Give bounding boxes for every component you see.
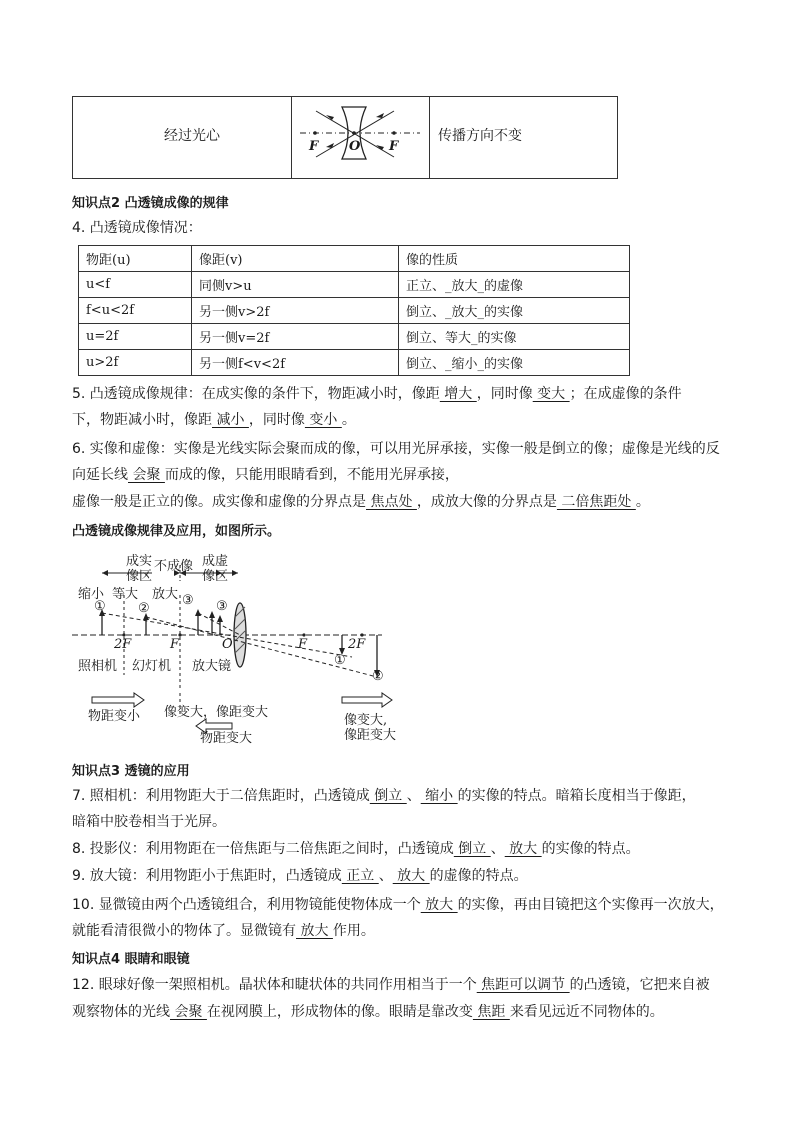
imaging-table (78, 245, 630, 376)
question-7-line-2: 暗箱中胶卷相当于光屏。 (72, 814, 226, 830)
table-cell: u<f (79, 272, 192, 298)
answer-blank: 会聚 (128, 467, 165, 483)
answer-blank: 会聚 (170, 1004, 207, 1020)
optical-center-label: O (222, 637, 233, 652)
answer-blank: 放大 (420, 897, 458, 913)
convex-lens-imaging-diagram (72, 545, 412, 745)
size-label: 等大 (112, 587, 139, 602)
focal-point-left-label: F (309, 139, 319, 154)
table-cell: 倒立、_缩小_的实像 (399, 350, 630, 376)
question-7-line-1: 7. 照相机：利用物距大于二倍焦距时，凸透镜成 倒立 、 缩小 的实像的特点。暗箱长度相当于像距， (72, 788, 696, 804)
size-label: 缩小 (78, 587, 105, 602)
question-6-line-1: 6. 实像和虚像：实像是光线实际会聚而成的像，可以用光屏承接，实像一般是倒立的像；虚像是光线的反 (72, 441, 720, 457)
table-cell: 另一侧v=2f (192, 324, 399, 350)
question-5-line-2: 下，物距减小时，像距 减小 ，同时像 变小 。 (72, 412, 356, 428)
ray-table-result: 传播方向不变 (438, 128, 522, 144)
answer-blank: 变小 (304, 412, 342, 428)
diagram-title: 凸透镜成像规律及应用，如图所示。 (72, 524, 281, 539)
case-number: ③ (216, 599, 228, 614)
table-header: 像的性质 (399, 246, 630, 272)
question-4: 4. 凸透镜成像情况： (72, 220, 202, 236)
question-10-line-2: 就能看清很微小的物体了。显微镜有 放大 作用。 (72, 923, 375, 939)
answer-blank: 增大 (439, 386, 477, 402)
case-number: ② (372, 669, 384, 684)
table-cell: 同侧v>u (192, 272, 399, 298)
table-cell: 倒立、_放大_的实像 (399, 298, 630, 324)
trend-label: 物距变小 (88, 709, 141, 724)
answer-blank: 二倍焦距处 (556, 494, 636, 510)
case-number: ③ (182, 593, 194, 608)
question-10-line-1: 10. 显微镜由两个凸透镜组合，利用物镜能使物体成一个 放大 的实像，再由目镜把这个实像再一次放大， (72, 897, 724, 913)
twice-focal-label: 2F (348, 637, 366, 652)
answer-blank: 缩小 (420, 788, 458, 804)
answer-blank: 减小 (212, 412, 249, 428)
device-label: 照相机 (78, 659, 118, 674)
section-title-k3: 知识点3 透镜的应用 (72, 764, 190, 779)
ray-table-row-label: 经过光心 (164, 128, 220, 144)
question-8: 8. 投影仪：利用物距在一倍焦距与二倍焦距之间时，凸透镜成 倒立 、 放大 的实像的特点。 (72, 841, 640, 857)
device-label: 幻灯机 (132, 659, 172, 674)
question-12-line-1: 12. 眼球好像一架照相机。晶状体和睫状体的共同作用相当于一个 焦距可以调节 的凸透镜，它把来自被 (72, 977, 710, 993)
table-cell: u>2f (79, 350, 192, 376)
table-row (79, 350, 630, 376)
concave-lens-optical-center-icon (292, 97, 428, 178)
twice-focal-label: 2F (114, 637, 132, 652)
trend-label: 像变大，像距变大 (164, 705, 269, 720)
case-number: ① (334, 653, 346, 668)
table-cell: u=2f (79, 324, 192, 350)
optical-center-label: O (349, 139, 361, 154)
focal-label: F (298, 637, 308, 652)
answer-blank: 焦距 (472, 1004, 510, 1020)
table-row (79, 272, 630, 298)
section-title-k4: 知识点4 眼睛和眼镜 (72, 952, 190, 967)
question-9: 9. 放大镜：利用物距小于焦距时，凸透镜成 正立 、 放大 的虚像的特点。 (72, 868, 528, 884)
answer-blank: 倒立 (453, 841, 491, 857)
answer-blank: 倒立 (369, 788, 407, 804)
table-cell: f<u<2f (79, 298, 192, 324)
case-number: ② (138, 601, 150, 616)
answer-blank: 放大 (296, 923, 333, 939)
table-header: 物距(u) (79, 246, 192, 272)
answer-blank: 正立 (341, 868, 379, 884)
zone-label: 成虚 (202, 554, 229, 569)
focal-label: F (170, 637, 180, 652)
question-6-line-3: 虚像一般是正立的像。成实像和虚像的分界点是 焦点处 ，成放大像的分界点是 二倍焦距处 。 (72, 494, 650, 510)
case-number: ① (94, 599, 106, 614)
table-cell: 正立、_放大_的虚像 (399, 272, 630, 298)
trend-label: 像变大, (344, 713, 388, 728)
ray-rule-table (72, 96, 618, 179)
answer-blank: 变大 (532, 386, 570, 402)
question-6-line-2: 向延长线 会聚 而成的像，只能用眼睛看到，不能用光屏承接， (72, 467, 459, 483)
table-row (79, 298, 630, 324)
zone-label: 像区 (126, 569, 153, 584)
device-label: 放大镜 (192, 659, 232, 674)
ray-table-figure-cell (292, 97, 430, 178)
answer-blank: 焦距可以调节 (476, 977, 570, 993)
zone-label: 像区 (202, 569, 229, 584)
focal-point-right-label: F (389, 139, 399, 154)
zone-label: 成实 (126, 554, 153, 569)
table-header: 像距(v) (192, 246, 399, 272)
table-cell: 另一侧v>2f (192, 298, 399, 324)
table-cell: 倒立、等大_的实像 (399, 324, 630, 350)
section-title-k2: 知识点2 凸透镜成像的规律 (72, 196, 229, 211)
answer-blank: 放大 (392, 868, 430, 884)
trend-label: 物距变大 (200, 731, 253, 746)
trend-label: 像距变大 (344, 728, 397, 743)
table-header-row (79, 246, 630, 272)
answer-blank: 放大 (504, 841, 542, 857)
table-cell: 另一侧f<v<2f (192, 350, 399, 376)
size-label: 放大 (152, 587, 179, 602)
answer-blank: 焦点处 (366, 494, 417, 510)
question-12-line-2: 观察物体的光线 会聚 在视网膜上，形成物体的像。眼睛是靠改变 焦距 来看见远近不同物体的。 (72, 1004, 664, 1020)
question-5-line-1: 5. 凸透镜成像规律：在成实像的条件下，物距减小时，像距 增大 ，同时像 变大 ；在成虚像的条件 (72, 386, 682, 402)
table-row (79, 324, 630, 350)
zone-label: 不成像 (154, 559, 194, 574)
